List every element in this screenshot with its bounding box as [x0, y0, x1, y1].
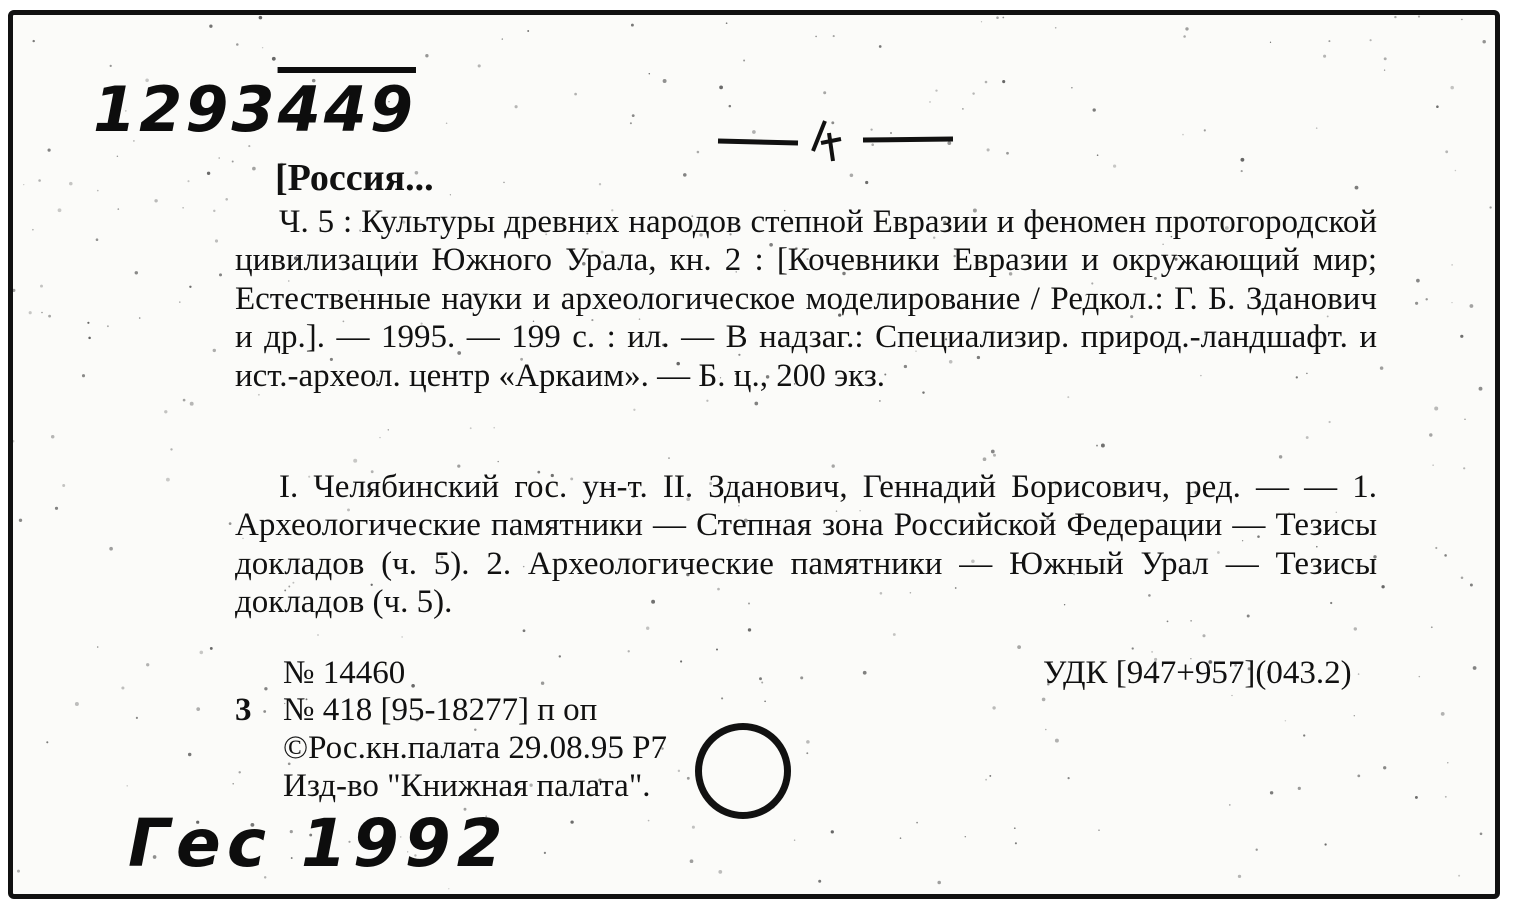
handwritten-date-note: Гес 1992: [128, 805, 509, 882]
bibliographic-description: Ч. 5 : Культуры древних народов степной Евразии и феномен протогородской цивилизации Южного Урала, кн. 2 : [Кочевники Евразии и окружающий мир; Естественные науки и археологическое моделирование / Редкол.: Г. Б. Зданович и др.]. — 1995. — 199 с. : ил. — В надзаг.: Специализир. природ.-ландшафт. и ист.-археол. центр «Аркаим». — Б. ц., 200 экз.: [235, 204, 1377, 394]
card-punch-hole: [695, 723, 791, 819]
publisher-line: Изд-во "Книжная палата".: [283, 768, 651, 804]
record-heading: [Россия...: [275, 157, 434, 199]
handwritten-number-overlined: 449: [277, 73, 416, 146]
registration-line: [235, 692, 597, 729]
udk-classification: УДК [947+957](043.2): [1043, 655, 1352, 691]
card-number: № 14460: [283, 655, 406, 691]
registration-mark: 3: [235, 692, 252, 728]
registration-text: № 418 [95-18277] п оп: [283, 692, 598, 728]
copyright-line: ©Рос.кн.палата 29.08.95 Р7: [283, 730, 667, 766]
dash-stamp-mark: [713, 111, 963, 171]
subject-tracings: I. Челябинский гос. ун-т. II. Зданович, Геннадий Борисович, ред. — — 1. Археологические памятники — Степная зона Российской Федерации — Тезисы докладов (ч. 5). 2. Археологические памятники — Южный Урал — Тезисы докладов (ч. 5).: [235, 469, 1377, 621]
handwritten-number-main: 1293: [93, 73, 278, 146]
catalog-card: [8, 10, 1500, 899]
handwritten-accession-number: [93, 73, 416, 146]
